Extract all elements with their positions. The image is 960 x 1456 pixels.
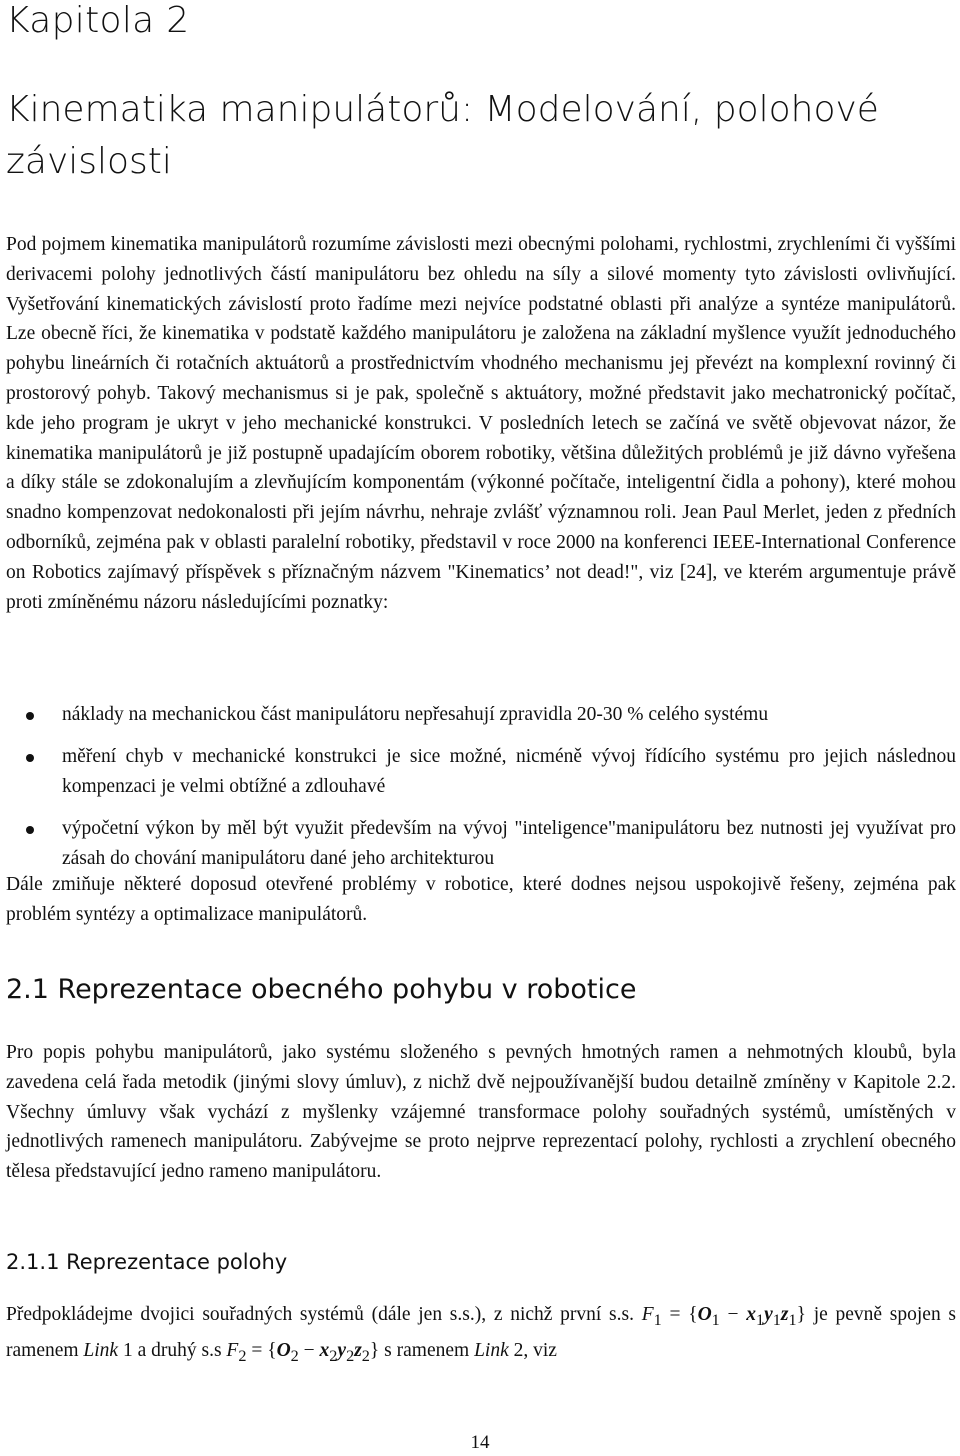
math-symbol: O	[276, 1339, 291, 1361]
math-symbol: F	[641, 1304, 654, 1325]
math-subscript: 1	[788, 1310, 797, 1329]
math-subscript: 1	[711, 1310, 720, 1329]
intro-paragraph: Pod pojmem kinematika manipulátorů rozumíme závislosti mezi obecnými polohami, rychlostmi, zrychleními či vyššími derivacemi polohy jednotlivých částí manipulátoru bez ohledu na síly a silové momenty tyto závislosti ovlivňující. Vyšetřování kinematických závislostí proto řadíme mezi nejvíce podstatné oblasti při analýze a syntéze manipulátorů. Lze obecně říci, že kinematika v podstatě každého manipulátoru je založena na základní myšlence využít jednoduchého pohybu lineárních či rotačních aktuátorů a prostřednictvím vhodného mechanismu jej převézt na komplexní rovinný či prostorový pohyb. Takový mechanismus si je pak, společně s aktuátory, možné představit jako mechatronický počítač, kde jeho program je ukryt v jeho mechanické konstrukci. V posledních letech se začíná ve světě objevovat názor, že kinematika manipulátorů je již postupně upadajícím oborem robotiky, většina důležitých problémů je již dávno vyřešena a díky stále se zdokonalujím a zlevňujícím komponentám (výkonné počítače, inteligentní čidla a pohony), které mohou snadno kompenzovat nedokonalosti při jejím návrhu, nehraje zvlášť významnou roli. Jean Paul Merlet, jeden z předních odborníků, zejména pak v oblasti paralelní robotiky, představil v roce 2000 na konferenci IEEE-International Conference on Robotics zajímavý příspěvek s příznačným názvem "Kinematics’ not dead!", viz [24], ve kterém argumentuje právě proti zmíněnému názoru následujícími poznatky:	[6, 234, 956, 613]
math-symbol: O	[697, 1304, 712, 1325]
math-subscript: 1	[772, 1310, 781, 1329]
page-number: 14	[470, 1432, 490, 1453]
math-subscript: 2	[238, 1346, 247, 1365]
math-symbol: x	[746, 1304, 756, 1325]
bullet-icon	[26, 754, 34, 762]
math-symbol: x	[319, 1339, 330, 1361]
list-item-text: náklady na mechanickou část manipulátoru nepřesahují zpravidla 20-30 % celého systému	[62, 704, 769, 725]
math-subscript: 1	[653, 1310, 662, 1329]
math-symbol: y	[764, 1304, 773, 1325]
bullet-icon	[26, 712, 34, 720]
text-run: s ramenem	[379, 1339, 475, 1361]
section-heading-2-1-1: 2.1.1 Reprezentace polohy	[6, 1250, 288, 1274]
math-symbol: z	[354, 1339, 362, 1361]
text-run: je pevně spojen s ramenem	[6, 1304, 957, 1361]
section-2-1-1-paragraph	[6, 1300, 956, 1371]
list-item-text: výpočetní výkon by měl být využit především na vývoj "inteligence"manipulátoru bez nutnosti jej využívat pro zásah do chování manipulátoru dané jeho architekturou	[62, 818, 956, 869]
math-symbol: y	[337, 1339, 347, 1361]
math-subscript: 2	[361, 1346, 370, 1365]
math-subscript: 2	[329, 1346, 338, 1365]
math-symbol: −	[719, 1304, 747, 1325]
bullet-icon	[26, 826, 34, 834]
chapter-label: Kapitola 2	[6, 0, 190, 41]
list-item	[6, 700, 956, 730]
argument-list	[6, 700, 956, 886]
math-subscript: 2	[346, 1346, 355, 1365]
math-symbol: F	[226, 1339, 239, 1361]
chapter-title: Kinematika manipulátorů: Modelování, polohové závislosti	[6, 89, 879, 182]
list-item	[6, 814, 956, 874]
math-symbol: Link	[474, 1339, 509, 1361]
math-symbol: −	[298, 1339, 320, 1361]
math-symbol: }	[796, 1304, 806, 1325]
math-symbol: Link	[83, 1339, 119, 1361]
math-symbol: }	[369, 1339, 380, 1361]
list-item-text: měření chyb v mechanické konstrukci je sice možné, nicméně vývoj řídícího systému pro jejich následnou kompenzaci je velmi obtížné a zdlouhavé	[62, 746, 956, 797]
closing-paragraph: Dále zmiňuje některé doposud otevřené problémy v robotice, které dodnes nejsou uspokojivě řešeny, zejména pak problém syntézy a optimalizace manipulátorů.	[6, 874, 956, 925]
math-symbol: = {	[661, 1304, 698, 1325]
section-heading-2-1: 2.1 Reprezentace obecného pohybu v robotice	[6, 974, 637, 1005]
text-run: 2, viz	[508, 1339, 557, 1361]
text-run: Předpokládejme dvojici souřadných systémů (dále jen s.s.), z nichž první s.s.	[6, 1304, 642, 1325]
section-2-1-paragraph: Pro popis pohybu manipulátorů, jako systému složeného s pevných hmotných ramen a nehmotných kloubů, byla zavedena celá řada metodik (jinými slovy úmluv), z nichž dvě nejpoužívanější budou detailně zmíněny v Kapitole 2.2. Všechny úmluvy však vychází z myšlenky vzájemné transformace polohy souřadných systémů, umístěných v jednotlivých ramenech manipulátoru. Zabývejme se proto nejprve reprezentací polohy, rychlosti a zrychlení obecného tělesa představující jedno rameno manipulátoru.	[6, 1042, 956, 1183]
list-item	[6, 742, 956, 802]
math-subscript: 1	[755, 1310, 765, 1329]
math-symbol: z	[780, 1304, 789, 1325]
math-subscript: 2	[290, 1346, 299, 1365]
text-run: 1 a druhý s.s	[118, 1339, 227, 1361]
math-symbol: = {	[246, 1339, 277, 1361]
